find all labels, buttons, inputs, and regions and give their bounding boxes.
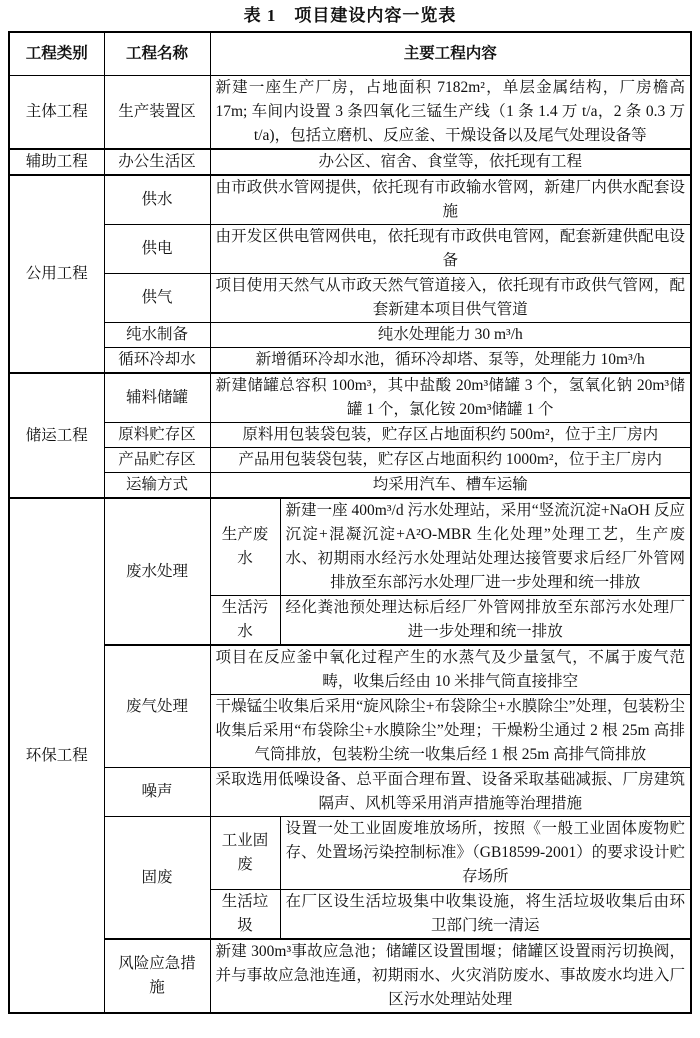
row-production-wastewater (9, 498, 691, 596)
row-noise (9, 768, 691, 817)
content-power-supply: 由开发区供电管网供电，依托现有市政供电管网，配套新建供配电设备 (210, 225, 691, 274)
subname-domestic-garbage: 生活垃圾 (210, 890, 280, 940)
name-power-supply: 供电 (104, 225, 210, 274)
name-auxiliary-tanks: 辅料储罐 (104, 373, 210, 423)
row-auxiliary-tanks (9, 373, 691, 423)
content-pure-water: 纯水处理能力 30 m³/h (210, 323, 691, 348)
row-raw-material-storage (9, 423, 691, 448)
content-raw-material-storage: 原料用包装袋包装，贮存区占地面积约 500m²，位于主厂房内 (210, 423, 691, 448)
header-name: 工程名称 (104, 32, 210, 76)
name-noise: 噪声 (104, 768, 210, 817)
category-utility-engineering: 公用工程 (9, 175, 104, 373)
name-gas-supply: 供气 (104, 274, 210, 323)
subname-domestic-sewage: 生活污水 (210, 596, 280, 646)
subname-production-wastewater: 生产废水 (210, 498, 280, 596)
content-gas-supply: 项目使用天然气从市政天然气管道接入，依托现有市政供气管网，配套新建本项目供气管道 (210, 274, 691, 323)
header-category: 工程类别 (9, 32, 104, 76)
project-construction-table (8, 31, 692, 1014)
category-main-engineering: 主体工程 (9, 76, 104, 150)
row-water-supply (9, 175, 691, 225)
name-wastewater-treatment: 废水处理 (104, 498, 210, 645)
content-noise: 采取选用低噪设备、总平面合理布置、设备采取基础减振、厂房建筑隔声、风机等采用消声措施等治理措施 (210, 768, 691, 817)
content-industrial-solid-waste: 设置一处工业固废堆放场所，按照《一般工业固体废物贮存、处置场污染控制标准》（GB18599-2001）的要求设计贮存场所 (280, 817, 691, 890)
category-environmental-engineering: 环保工程 (9, 498, 104, 1013)
content-office-living-area: 办公区、宿舍、食堂等，依托现有工程 (210, 149, 691, 175)
content-water-supply: 由市政供水管网提供，依托现有市政输水管网，新建厂内供水配套设施 (210, 175, 691, 225)
content-transport-mode: 均采用汽车、槽车运输 (210, 473, 691, 499)
content-risk-emergency-measures: 新建 300m³事故应急池；储罐区设置围堰；储罐区设置雨污切换阀，并与事故应急池连通，初期雨水、火灾消防废水、事故废水均进入厂区污水处理站处理 (210, 939, 691, 1013)
row-auxiliary-engineering (9, 149, 691, 175)
content-domestic-sewage: 经化粪池预处理达标后经厂外管网排放至东部污水处理厂进一步处理和统一排放 (280, 596, 691, 646)
content-exhaust-vapor: 项目在反应釜中氧化过程产生的水蒸气及少量氢气，不属于废气范畴，收集后经由 10 米排气筒直接排空 (210, 645, 691, 695)
content-exhaust-dust: 干燥锰尘收集后采用“旋风除尘+布袋除尘+水膜除尘”处理，包装粉尘收集后采用“布袋除尘+水膜除尘”处理；干燥粉尘通过 2 根 25m 高排气筒排放，包装粉尘统一收集后经 1 根 25m 高排气筒排放 (210, 695, 691, 768)
row-pure-water (9, 323, 691, 348)
content-product-storage: 产品用包装袋包装，贮存区占地面积约 1000m²，位于主厂房内 (210, 448, 691, 473)
row-main-engineering (9, 76, 691, 150)
row-circulating-cooling-water (9, 348, 691, 374)
name-circulating-cooling-water: 循环冷却水 (104, 348, 210, 374)
category-auxiliary-engineering: 辅助工程 (9, 149, 104, 175)
row-power-supply (9, 225, 691, 274)
name-office-living-area: 办公生活区 (104, 149, 210, 175)
row-exhaust-vapor (9, 645, 691, 695)
content-circulating-cooling-water: 新增循环冷却水池，循环冷却塔、泵等，处理能力 10m³/h (210, 348, 691, 374)
row-risk-emergency-measures (9, 939, 691, 1013)
content-auxiliary-tanks: 新建储罐总容积 100m³，其中盐酸 20m³储罐 3 个，氢氧化钠 20m³储罐 1 个，氯化铵 20m³储罐 1 个 (210, 373, 691, 423)
content-production-wastewater: 新建一座 400m³/d 污水处理站，采用“竖流沉淀+NaOH 反应沉淀+混凝沉淀+A²O-MBR 生化处理”处理工艺，生产废水、初期雨水经污水处理站处理达接管要求后经厂外管网排放至东部污水处理厂进一步处理和统一排放 (280, 498, 691, 596)
name-solid-waste: 固废 (104, 817, 210, 940)
table-title: 表 1 项目建设内容一览表 (243, 6, 457, 25)
header-content: 主要工程内容 (210, 32, 691, 76)
header-row (9, 32, 691, 76)
name-raw-material-storage: 原料贮存区 (104, 423, 210, 448)
name-product-storage: 产品贮存区 (104, 448, 210, 473)
content-domestic-garbage: 在厂区设生活垃圾集中收集设施，将生活垃圾收集后由环卫部门统一清运 (280, 890, 691, 940)
name-pure-water: 纯水制备 (104, 323, 210, 348)
row-gas-supply (9, 274, 691, 323)
row-product-storage (9, 448, 691, 473)
name-risk-emergency-measures: 风险应急措施 (104, 939, 210, 1013)
name-production-plant-area: 生产装置区 (104, 76, 210, 150)
category-storage-transport-engineering: 储运工程 (9, 373, 104, 498)
name-transport-mode: 运输方式 (104, 473, 210, 499)
content-production-plant-area: 新建一座生产厂房，占地面积 7182m²，单层金属结构，厂房檐高 17m; 车间内设置 3 条四氧化三锰生产线（1 条 1.4 万 t/a，2 条 0.3 万 t/a)，包括立磨机、反应釜、干燥设备以及尾气处理设备等 (210, 76, 691, 150)
name-water-supply: 供水 (104, 175, 210, 225)
subname-industrial-solid-waste: 工业固废 (210, 817, 280, 890)
row-industrial-solid-waste (9, 817, 691, 890)
name-exhaust-gas-treatment: 废气处理 (104, 645, 210, 768)
row-transport-mode (9, 473, 691, 499)
